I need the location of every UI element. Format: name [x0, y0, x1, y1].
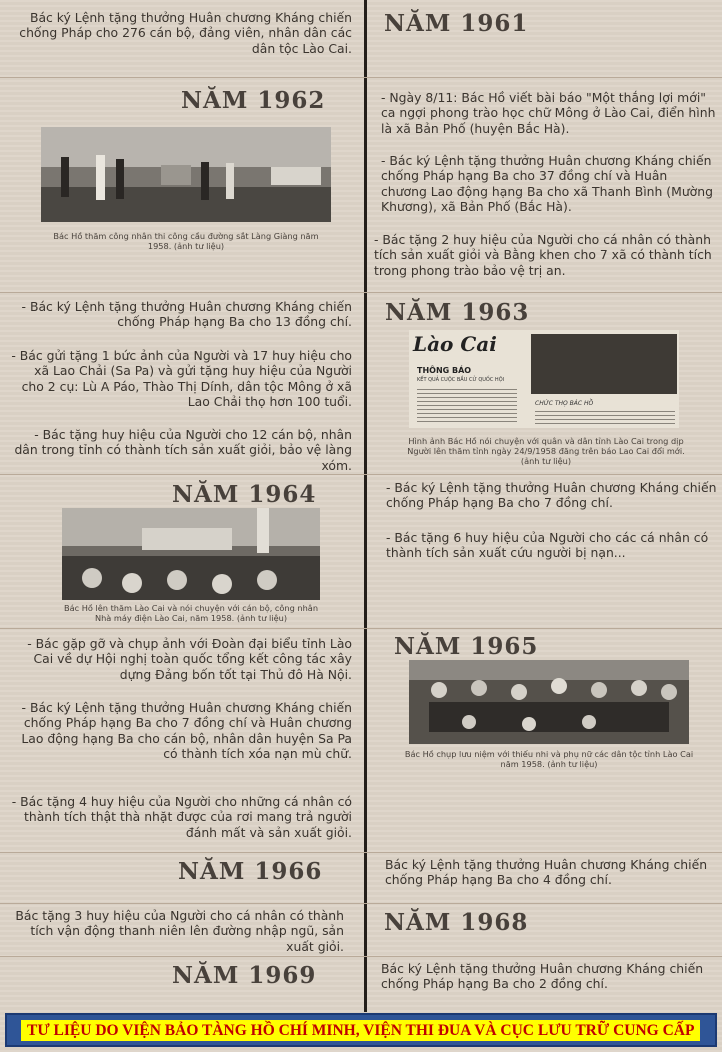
- year-1965: NĂM 1965: [394, 633, 539, 660]
- timeline-axis: [364, 0, 367, 1012]
- entry-1963-2: - Bác gửi tặng 1 bức ảnh của Người và 17 huy hiệu cho xã Lao Chải (Sa Pa) và gửi tặng huy hiệu của Người cho 2 cụ: Lù A Páo, Thào Thị Dính, dân tộc Mông ở xã Lao Chải thọ hơn 100 tuổi.: [11, 348, 352, 409]
- photo-caption-1963: Hình ảnh Bác Hồ nói chuyện với quân và dân tỉnh Lào Cai trong dịp Người lên thăm tỉnh ngày 24/9/1958 đăng trên báo Lao Cai đổi mới. (ảnh tư liệu): [407, 436, 685, 466]
- newspaper-subhead: KẾT QUẢ CUỘC BẦU CỬ QUỐC HỘI: [417, 377, 505, 383]
- entry-1965-1: - Bác gặp gỡ và chụp ảnh với Đoàn đại biểu tỉnh Lào Cai về dự Hội nghị toàn quốc tổng kết công tác xây dựng Đảng bốn tốt tại Thủ đô Hà Nội.: [27, 636, 352, 682]
- entry-1961: Bác ký Lệnh tặng thưởng Huân chương Kháng chiến chống Pháp cho 276 cán bộ, đảng viên, nhân dân các dân tộc Lào Cai.: [19, 10, 352, 56]
- entry-1966: Bác ký Lệnh tặng thưởng Huân chương Kháng chiến chống Pháp hạng Ba cho 4 đồng chí.: [385, 857, 708, 888]
- entry-1962-2: - Bác ký Lệnh tặng thưởng Huân chương Kháng chiến chống Pháp hạng Ba cho 37 đồng chí và Huân chương Lao động hạng Ba cho xã Thanh Bình (Mường Khương), xã Bản Phố (Bắc Hà).: [381, 153, 713, 214]
- row-divider: [0, 628, 722, 629]
- entry-1962-1: - Ngày 8/11: Bác Hồ viết bài báo "Một thắng lợi mới" ca ngợi phong trào học chữ Mông ở Lào Cai, điển hình là xã Bản Phố (huyện Bắc Hà).: [381, 90, 716, 136]
- newspaper-photo: [531, 334, 677, 394]
- entry-1963-3: - Bác tặng huy hiệu của Người cho 12 cán bộ, nhân dân trong tỉnh có thành tích sản xuất giỏi, bảo vệ làng xóm.: [14, 427, 352, 473]
- photo-bac-ho-power-plant: [62, 508, 320, 600]
- entry-1969: Bác ký Lệnh tặng thưởng Huân chương Kháng chiến chống Pháp hạng Ba cho 2 đồng chí.: [381, 961, 704, 992]
- entry-1965-3: - Bác tặng 4 huy hiệu của Người cho những cá nhân có thành tích thật thà nhặt được của rơi mang trả người đánh mất và sản xuất giỏi.: [11, 794, 352, 840]
- year-1962: NĂM 1962: [181, 87, 326, 114]
- row-divider: [0, 956, 722, 957]
- row-divider: [0, 474, 722, 475]
- photo-caption-1962: Bác Hồ thăm công nhân thi công cầu đường sắt Làng Giàng năm 1958. (ảnh tư liệu): [53, 231, 319, 251]
- year-1964: NĂM 1964: [172, 481, 317, 508]
- entry-1964-2: - Bác tặng 6 huy hiệu của Người cho các cá nhân có thành tích sản xuất cứu người bị nạn...: [386, 530, 709, 561]
- year-1969: NĂM 1969: [172, 962, 317, 989]
- entry-1964-1: - Bác ký Lệnh tặng thưởng Huân chương Kháng chiến chống Pháp hạng Ba cho 7 đồng chí.: [386, 480, 717, 511]
- year-1968: NĂM 1968: [384, 909, 529, 936]
- newspaper-box-text: [535, 410, 675, 424]
- photo-newspaper-lao-cai: [409, 330, 679, 428]
- photo-caption-1964: Bác Hồ lên thăm Lào Cai và nói chuyện với cán bộ, công nhân Nhà máy điện Lào Cai, năm 1958. (ảnh tư liệu): [63, 603, 319, 623]
- entry-1968: Bác tặng 3 huy hiệu của Người cho cá nhân có thành tích vận động thanh niên lên đường nhập ngũ, sản xuất giỏi.: [15, 908, 344, 954]
- entry-1965-2: - Bác ký Lệnh tặng thưởng Huân chương Kháng chiến chống Pháp hạng Ba cho 7 đồng chí và Huân chương Lao động hạng Ba cho cán bộ, nhân dân huyện Sa Pa có thành tích xóa nạn mù chữ.: [21, 700, 352, 761]
- photo-bac-ho-children: [409, 660, 689, 744]
- newspaper-masthead: Lào Cai: [413, 332, 497, 356]
- year-1963: NĂM 1963: [385, 299, 530, 326]
- photo-bac-ho-railway-workers: [41, 127, 331, 222]
- row-divider: [0, 852, 722, 853]
- source-credit: TƯ LIỆU DO VIỆN BẢO TÀNG HỒ CHÍ MINH, VIỆN THI ĐUA VÀ CỤC LƯU TRỮ CUNG CẤP: [21, 1020, 700, 1041]
- year-1961: NĂM 1961: [384, 10, 529, 37]
- row-divider: [0, 292, 722, 293]
- year-1966: NĂM 1966: [178, 858, 323, 885]
- newspaper-text-columns: [417, 386, 517, 422]
- entry-1962-3: - Bác tặng 2 huy hiệu của Người cho cá nhân có thành tích sản xuất giỏi và Bằng khen cho 7 xã có thành tích trong phong trào bảo vệ trị an.: [374, 232, 712, 278]
- row-divider: [0, 903, 722, 904]
- newspaper-box-title: CHỨC THỌ BÁC HỒ: [535, 400, 594, 407]
- source-footer: [5, 1013, 717, 1047]
- newspaper-headline: THÔNG BÁO: [417, 366, 472, 375]
- photo-caption-1965: Bác Hồ chụp lưu niệm với thiếu nhi và phụ nữ các dân tộc tỉnh Lào Cai năm 1958. (ảnh tư liệu): [404, 749, 694, 769]
- entry-1963-1: - Bác ký Lệnh tặng thưởng Huân chương Kháng chiến chống Pháp hạng Ba cho 13 đồng chí.: [21, 299, 352, 330]
- row-divider: [0, 77, 722, 78]
